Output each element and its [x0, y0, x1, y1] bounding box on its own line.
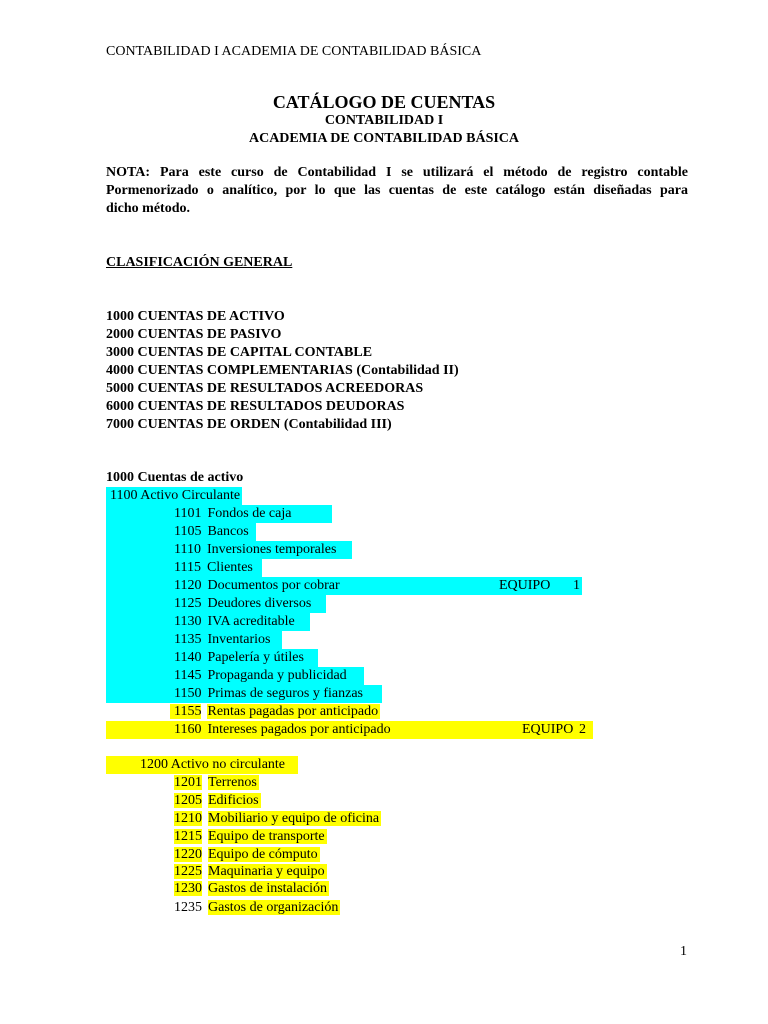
document-title: CATÁLOGO DE CUENTAS	[272, 92, 496, 112]
account-row	[106, 810, 381, 828]
account-row	[106, 631, 282, 649]
account-name: Equipo de cómputo	[208, 847, 318, 862]
account-code: 1215	[174, 829, 202, 844]
account-code: 1155	[170, 704, 201, 719]
equipo-label: EQUIPO	[522, 722, 574, 737]
account-row	[106, 792, 261, 810]
account-row	[106, 899, 340, 917]
account-code: 1205	[174, 793, 202, 808]
account-code: 1210	[174, 811, 202, 826]
account-code: 1120	[174, 578, 202, 593]
account-row	[106, 541, 352, 559]
equipo-label: EQUIPO	[499, 578, 551, 593]
account-name: Inventarios	[207, 632, 271, 647]
clasificacion-item: 5000 CUENTAS DE RESULTADOS ACREEDORAS	[106, 381, 424, 396]
account-code: 1201	[174, 775, 202, 790]
account-code: 1101	[174, 506, 202, 521]
circulante-title: 1100 Activo Circulante	[106, 487, 242, 505]
account-name: Deudores diversos	[207, 596, 312, 611]
account-name: Fondos de caja	[207, 506, 292, 521]
page-number: 1	[680, 944, 687, 959]
clasificacion-item: 1000 CUENTAS DE ACTIVO	[106, 309, 285, 324]
account-row	[106, 649, 318, 667]
clasificacion-item: 2000 CUENTAS DE PASIVO	[106, 327, 282, 342]
account-code: 1160	[174, 722, 202, 737]
account-code: 1225	[174, 864, 202, 879]
no-circulante-title	[106, 756, 298, 774]
account-row	[106, 595, 326, 613]
equipo-number: 2	[579, 722, 586, 737]
nota-line: Pormenorizado o analítico, por lo que las cuentas de este catálogo están diseñadas para	[106, 183, 688, 198]
account-row	[106, 774, 259, 792]
document-subtitle: CONTABILIDAD I	[324, 113, 444, 128]
account-code: 1105	[174, 524, 202, 539]
account-row	[106, 721, 593, 739]
account-name: Equipo de transporte	[208, 829, 325, 844]
account-name: Bancos	[207, 524, 249, 539]
account-row	[106, 505, 332, 523]
account-row	[106, 577, 582, 595]
account-row	[106, 863, 327, 881]
nota-paragraph	[106, 164, 688, 218]
account-code: 1150	[174, 686, 202, 701]
document-subtitle-academy: ACADEMIA DE CONTABILIDAD BÁSICA	[248, 131, 520, 146]
account-row	[106, 613, 310, 631]
no-circulante-title-text: 1200 Activo no circulante	[140, 757, 286, 772]
account-code: 1230	[174, 881, 202, 896]
account-row	[106, 828, 327, 846]
account-code: 1140	[174, 650, 202, 665]
account-code: 1235	[174, 900, 202, 915]
clasificacion-heading: CLASIFICACIÓN GENERAL	[106, 255, 293, 270]
account-name: Terrenos	[208, 775, 257, 790]
account-row	[106, 667, 364, 685]
account-name: IVA acreditable	[207, 614, 295, 629]
account-code: 1130	[174, 614, 202, 629]
account-row	[106, 703, 402, 721]
clasificacion-item: 3000 CUENTAS DE CAPITAL CONTABLE	[106, 345, 373, 360]
clasificacion-item: 4000 CUENTAS COMPLEMENTARIAS (Contabilidad II)	[106, 363, 459, 378]
activo-group-title: 1000 Cuentas de activo	[106, 470, 244, 485]
nota-line: dicho método.	[106, 201, 190, 216]
running-header: CONTABILIDAD I ACADEMIA DE CONTABILIDAD BÁSICA	[106, 44, 482, 59]
nota-line: NOTA: Para este curso de Contabilidad I se utilizará el método de registro contable	[106, 165, 688, 180]
clasificacion-item: 6000 CUENTAS DE RESULTADOS DEUDORAS	[106, 399, 405, 414]
account-row	[106, 685, 382, 703]
clasificacion-item: 7000 CUENTAS DE ORDEN (Contabilidad III)	[106, 417, 392, 432]
account-code: 1145	[174, 668, 202, 683]
clasificacion-list	[106, 308, 459, 434]
account-row	[106, 846, 320, 864]
account-row	[106, 523, 256, 541]
account-name: Intereses pagados por anticipado	[207, 722, 391, 737]
account-name: Primas de seguros y fianzas	[207, 686, 364, 701]
account-name: Maquinaria y equipo	[208, 864, 325, 879]
equipo-number: 1	[573, 578, 580, 593]
account-name: Propaganda y publicidad	[207, 668, 347, 683]
account-name: Gastos de instalación	[208, 881, 327, 896]
account-code: 1110	[174, 542, 201, 557]
account-code: 1220	[174, 847, 202, 862]
account-name: Clientes	[206, 560, 253, 575]
account-name: Edificios	[208, 793, 259, 808]
account-code: 1135	[174, 632, 202, 647]
account-name: Inversiones temporales	[206, 542, 337, 557]
account-name: Gastos de organización	[208, 900, 339, 915]
account-row	[106, 559, 262, 577]
account-code: 1125	[174, 596, 202, 611]
account-name: Mobiliario y equipo de oficina	[208, 811, 380, 826]
account-name: Documentos por cobrar	[207, 578, 340, 593]
account-name: Rentas pagadas por anticipado	[207, 704, 379, 719]
account-row	[106, 880, 329, 898]
account-code: 1115	[174, 560, 201, 575]
account-name: Papelería y útiles	[207, 650, 304, 665]
